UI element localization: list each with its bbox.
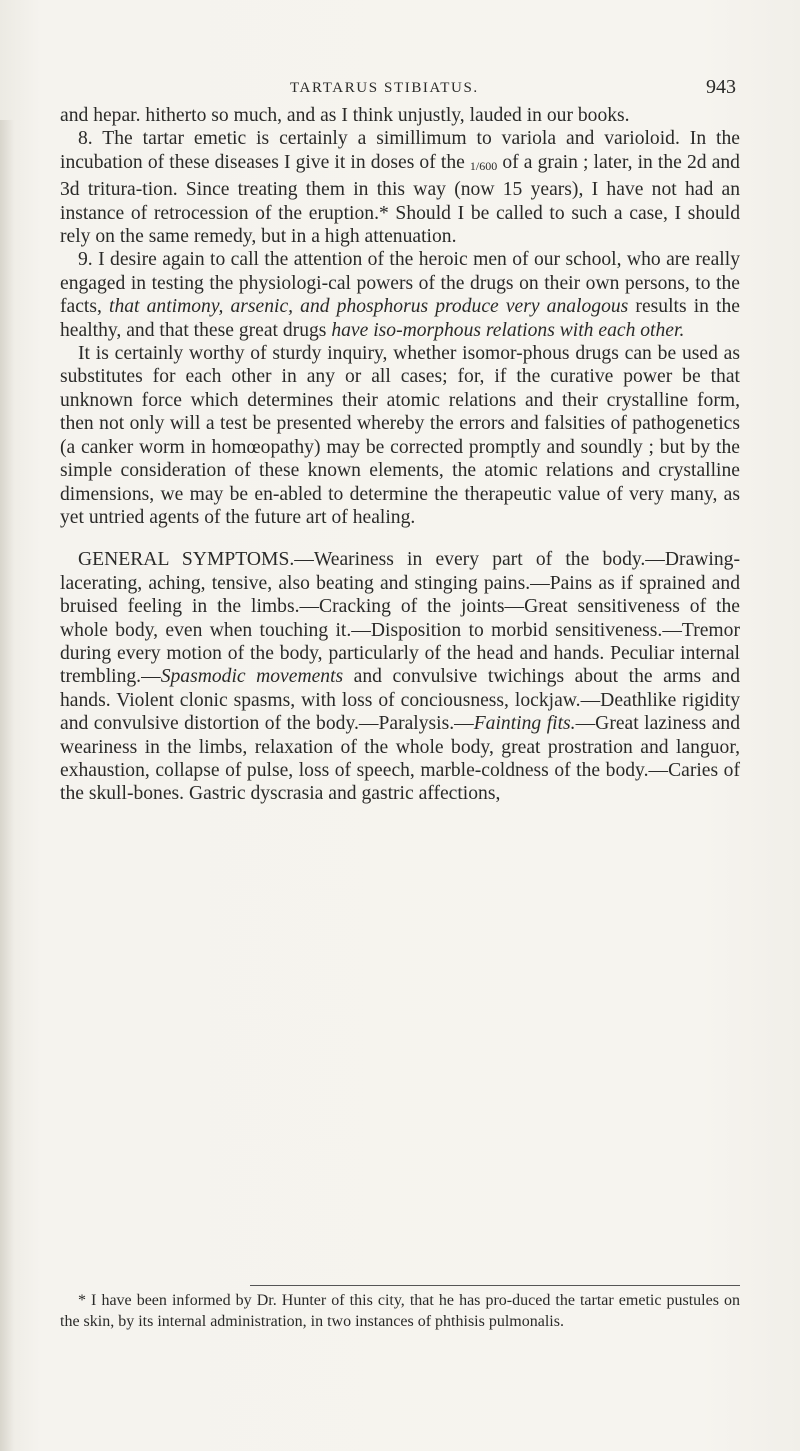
paragraph-text: —Great laziness and weariness in the limbs, relaxation of the whole body, great prostration and languor, exhaustion, collapse of pulse, loss of speech, marble-coldness of the body.—Caries of the skull-bones. Gastric dyscrasia and gastric affections, (60, 713, 741, 805)
paragraph-text: and hepar. hitherto so much, and as I think unjustly, lauded in our books. (60, 105, 630, 126)
paragraph-9 (60, 248, 740, 342)
body-text (60, 104, 740, 806)
fraction: 1/600 (469, 158, 498, 173)
italic-text: Spasmodic movements (160, 666, 344, 688)
page-binding-shadow (0, 120, 14, 1451)
paragraph-text: results in the healthy, and that these great drugs (60, 296, 740, 341)
paragraph-text: of a grain ; later, in the 2d and 3d tritura-tion. Since treating them in this way (now 15 years), I have not had an instance of retrocession of the eruption.* Should I be called to such a case, I should rely on the same remedy, but in a high attenuation. (60, 151, 740, 248)
paragraph-continuation (60, 104, 740, 127)
paragraph-general-symptoms (60, 548, 740, 805)
italic-text: have iso-morphous relations with each other. (331, 319, 685, 341)
paragraph-8 (60, 127, 740, 248)
paragraph-text: It is certainly worthy of sturdy inquiry, whether isomor-phous drugs can be used as substitutes for each other in any or all cases; for, if the curative power be that unknown force which determines their atomic relations and their crystalline form, then not only will a test be presented whereby the errors and falsities of pathogenetics (a canker worm in homœopathy) may be corrected promptly and soundly ; but by the simple consideration of these known elements, the atomic relations and crystalline dimensions, we may be en-abled to determine the therapeutic value of very many, as yet untried agents of the future art of healing. (60, 343, 740, 528)
paragraph-inquiry (60, 342, 740, 529)
footnote-rule (250, 1285, 740, 1286)
footnote: * I have been informed by Dr. Hunter of this city, that he has pro-duced the tartar emetic pustules on the skin, by its internal administration, in two instances of phthisis pulmonalis. (60, 1292, 740, 1330)
page-number: 943 (706, 76, 736, 98)
paragraph-text: 8. The tartar emetic is certainly a simillimum to variola and varioloid. In the incubation of these diseases I give it in doses of the (60, 128, 740, 173)
italic-text: Fainting fits. (473, 713, 576, 735)
paragraph-text: GENERAL SYMPTOMS.—Weariness in every part of the body.—Drawing-lacerating, aching, tensive, also beating and stinging pains.—Pains as if sprained and bruised feeling in the limbs.—Cracking of the joints—Great sensitiveness of the whole body, even when touching it.—Disposition to morbid sensitiveness.—Tremor during every motion of the body, particularly of the head and hands. Peculiar internal trembling.— (60, 549, 740, 688)
italic-text: that antimony, arsenic, and phosphorus produce very analogous (109, 296, 629, 318)
paragraph-text: 9. I desire again to call the attention of the heroic men of our school, who are really engaged in testing the physiologi-cal powers of the drugs on their own persons, to the facts, (60, 249, 740, 318)
running-head: TARTARUS STIBIATUS. (290, 80, 479, 96)
paragraph-text: and convulsive twichings about the arms and hands. Violent clonic spasms, with loss of conciousness, lockjaw.—Deathlike rigidity and convulsive distortion of the body.—Paralysis.— (60, 666, 740, 735)
